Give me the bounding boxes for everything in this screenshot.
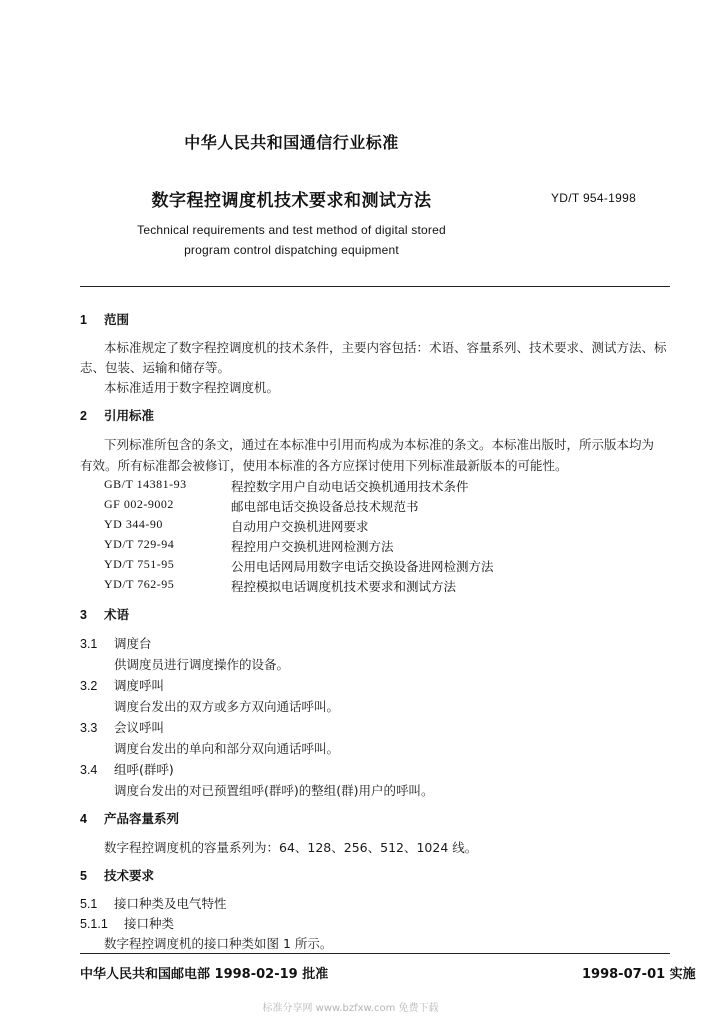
section-1-paragraph-1-line-1: 本标准规定了数字程控调度机的技术条件，主要内容包括：术语、容量系列、技术要求、测试方法、标 <box>104 340 667 355</box>
term-3-3-definition: 调度台发出的单向和部分双向通话呼叫。 <box>114 741 340 756</box>
term-3-1-heading: 3.1 调度台 <box>80 636 152 651</box>
clause-5-1-1-paragraph: 数字程控调度机的接口种类如图 1 所示。 <box>104 936 333 951</box>
english-title-line-1: Technical requirements and test method of digital stored <box>137 223 446 237</box>
clause-5-1-heading: 5.1 接口种类及电气特性 <box>80 896 227 911</box>
reference-name: 邮电部电话交换设备总技术规范书 <box>231 499 419 514</box>
reference-name: 程控用户交换机进网检测方法 <box>231 539 394 554</box>
issuing-organization: 中华人民共和国通信行业标准 <box>184 133 399 152</box>
reference-name: 程控模拟电话调度机技术要求和测试方法 <box>231 579 457 594</box>
reference-code: YD 344-90 <box>104 517 163 531</box>
approval-statement: 中华人民共和国邮电部 1998-02-19 批准 <box>80 967 329 982</box>
section-4-paragraph: 数字程控调度机的容量系列为：64、128、256、512、1024 线。 <box>104 840 478 855</box>
footer-divider <box>80 953 670 954</box>
term-3-4-heading: 3.4 组呼(群呼) <box>80 762 174 777</box>
section-5-heading: 5 技术要求 <box>80 868 155 883</box>
header-divider <box>80 286 670 287</box>
section-1-paragraph-1-line-2: 志、包装、运输和储存等。 <box>80 360 231 375</box>
watermark: 标准分享网 www.bzfxw.com 免费下载 <box>262 1003 439 1014</box>
section-3-heading: 3 术语 <box>80 607 130 622</box>
document-title: 数字程控调度机技术要求和测试方法 <box>151 191 432 211</box>
term-3-2-definition: 调度台发出的双方或多方双向通话呼叫。 <box>114 699 340 714</box>
reference-code: GF 002-9002 <box>104 497 174 511</box>
section-2-paragraph-line-2: 有效。所有标准都会被修订，使用本标准的各方应探讨使用下列标准最新版本的可能性。 <box>80 458 568 473</box>
term-3-4-definition: 调度台发出的对已预置组呼(群呼)的整组(群)用户的呼叫。 <box>114 783 434 798</box>
reference-code: YD/T 762-95 <box>104 577 175 591</box>
reference-code: YD/T 751-95 <box>104 557 175 571</box>
section-4-heading: 4 产品容量系列 <box>80 811 180 826</box>
reference-name: 程控数字用户自动电话交换机通用技术条件 <box>231 479 469 494</box>
section-2-paragraph-line-1: 下列标准所包含的条文，通过在本标准中引用而构成为本标准的条文。本标准出版时，所示版本均为 <box>104 437 655 452</box>
implementation-date: 1998-07-01 实施 <box>582 967 696 982</box>
english-title-line-2: program control dispatching equipment <box>184 243 399 257</box>
term-3-2-heading: 3.2 调度呼叫 <box>80 678 165 693</box>
section-1-paragraph-2: 本标准适用于数字程控调度机。 <box>104 380 280 395</box>
term-3-1-definition: 供调度员进行调度操作的设备。 <box>114 657 290 672</box>
standard-number: YD/T 954-1998 <box>551 191 637 205</box>
reference-name: 公用电话网局用数字电话交换设备进网检测方法 <box>231 559 494 574</box>
clause-5-1-1-heading: 5.1.1 接口种类 <box>80 916 175 931</box>
section-1-heading: 1 范围 <box>80 312 130 327</box>
section-2-heading: 2 引用标准 <box>80 408 155 423</box>
term-3-3-heading: 3.3 会议呼叫 <box>80 720 165 735</box>
reference-name: 自动用户交换机进网要求 <box>231 519 369 534</box>
reference-code: YD/T 729-94 <box>104 537 175 551</box>
reference-code: GB/T 14381-93 <box>104 477 187 491</box>
